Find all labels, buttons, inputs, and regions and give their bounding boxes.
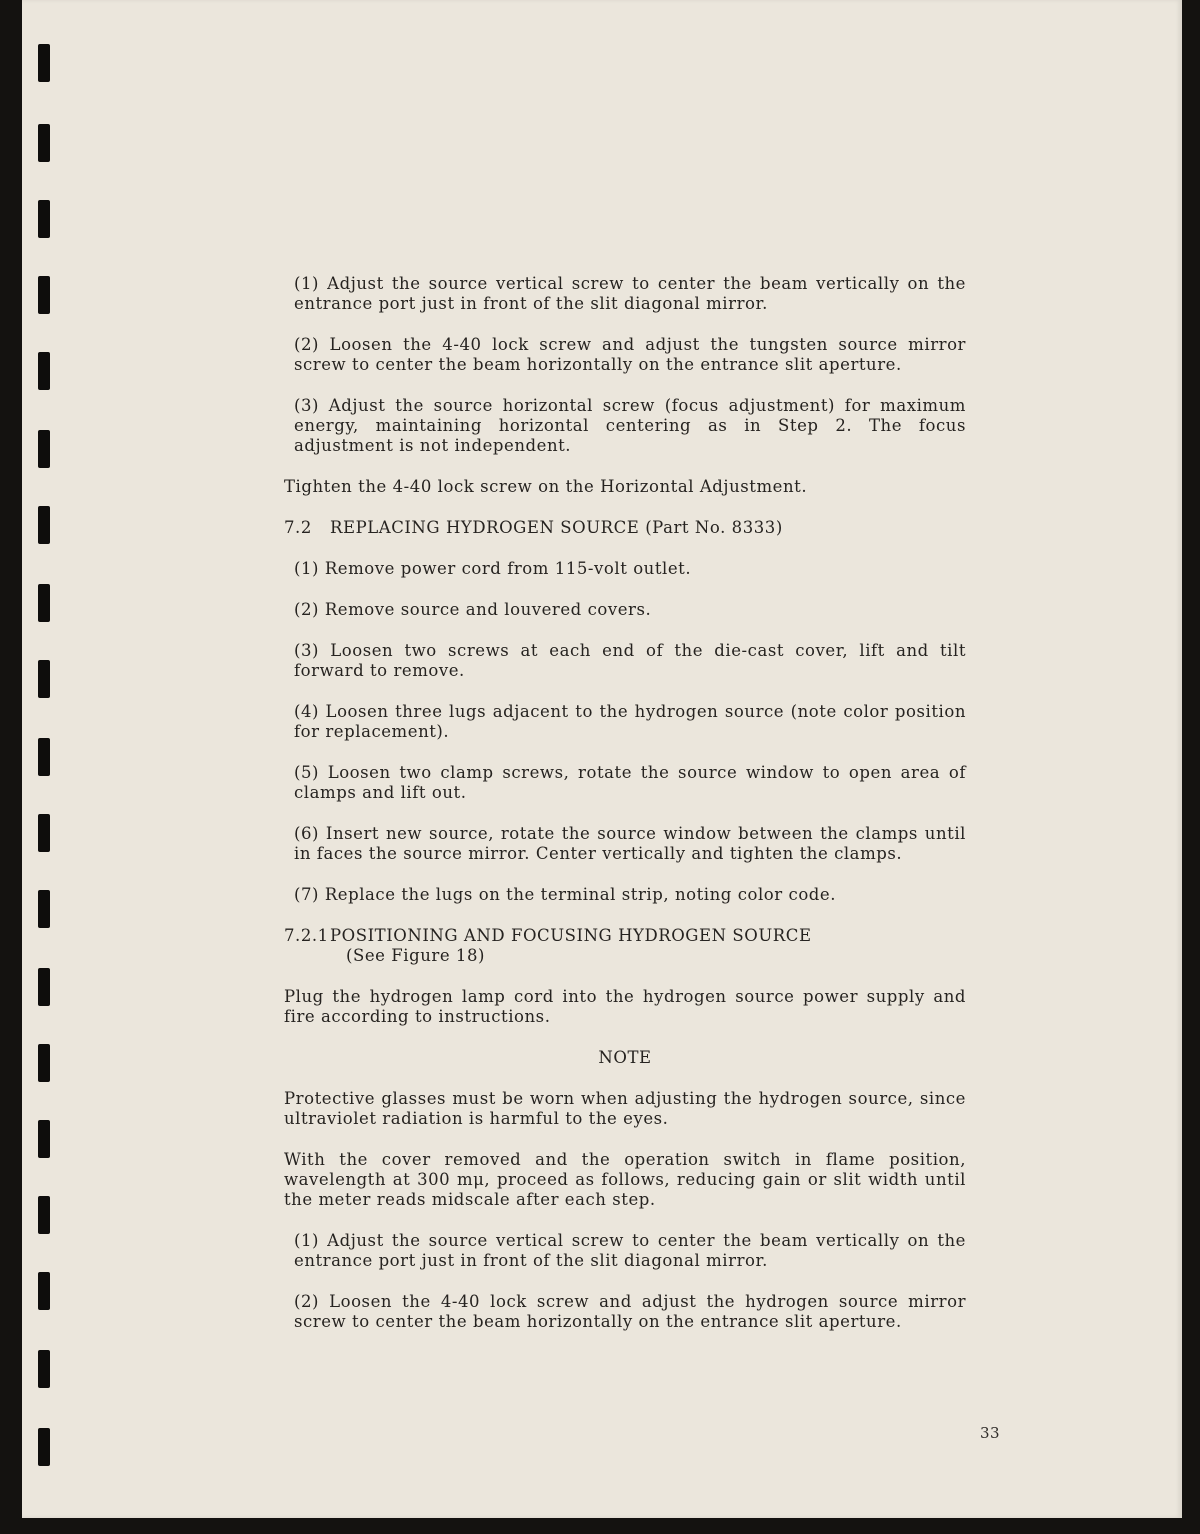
note-text: Protective glasses must be worn when adjusting the hydrogen source, since ultraviolet radiation is harmful to the eyes. (284, 1089, 966, 1128)
replace-step-4: (4) Loosen three lugs adjacent to the hydrogen source (note color position for replacement). (294, 702, 966, 741)
replace-step-1: (1) Remove power cord from 115-volt outlet. (294, 559, 692, 578)
binding-hole (38, 44, 50, 82)
binding-hole (38, 200, 50, 238)
binding-hole (38, 968, 50, 1006)
replace-step-7: (7) Replace the lugs on the terminal strip, noting color code. (294, 885, 837, 904)
binding-hole (38, 1044, 50, 1082)
page-number: 33 (980, 1424, 1001, 1442)
binding-hole (38, 814, 50, 852)
document-page (22, 0, 1182, 1518)
replace-step-5: (5) Loosen two clamp screws, rotate the source window to open area of clamps and lift out. (294, 763, 966, 802)
section-number: 7.2 (284, 518, 312, 537)
page-content (284, 274, 966, 1353)
tungsten-step-2: (2) Loosen the 4-40 lock screw and adjust the tungsten source mirror screw to center the beam horizontally on the entrance slit aperture. (294, 335, 966, 374)
section-title: REPLACING HYDROGEN SOURCE (Part No. 8333) (330, 518, 783, 537)
binding-hole (38, 124, 50, 162)
hydrogen-step-2: (2) Loosen the 4-40 lock screw and adjust the hydrogen source mirror screw to center the beam horizontally on the entrance slit aperture. (294, 1292, 966, 1331)
binding-hole (38, 1350, 50, 1388)
binding-hole (38, 584, 50, 622)
binding-hole (38, 352, 50, 390)
replace-step-6: (6) Insert new source, rotate the source window between the clamps until in faces the source mirror. Center vertically and tighten the clamps. (294, 824, 966, 863)
hydrogen-step-1: (1) Adjust the source vertical screw to center the beam vertically on the entrance port just in front of the slit diagonal mirror. (294, 1231, 966, 1270)
tungsten-step-1: (1) Adjust the source vertical screw to center the beam vertically on the entrance port just in front of the slit diagonal mirror. (294, 274, 966, 313)
binding-hole (38, 738, 50, 776)
binding-hole (38, 506, 50, 544)
plug-paragraph: Plug the hydrogen lamp cord into the hydrogen source power supply and fire according to instructions. (284, 987, 966, 1026)
section-7-2-1-heading (284, 926, 966, 966)
binding-hole (38, 1120, 50, 1158)
tungsten-step-3: (3) Adjust the source horizontal screw (focus adjustment) for maximum energy, maintaining horizontal centering as in Step 2. The focus adjustment is not independent. (294, 396, 966, 455)
note-title: NOTE (598, 1048, 652, 1067)
section-number: 7.2.1 (284, 926, 329, 945)
binding-hole (38, 276, 50, 314)
tighten-paragraph: Tighten the 4-40 lock screw on the Horizontal Adjustment. (284, 477, 808, 496)
binding-hole (38, 660, 50, 698)
cover-removed-paragraph: With the cover removed and the operation switch in flame position, wavelength at 300 mμ, proceed as follows, reducing gain or slit width until the meter reads midscale after each step. (284, 1150, 966, 1209)
replace-step-2: (2) Remove source and louvered covers. (294, 600, 652, 619)
section-subtitle: (See Figure 18) (346, 946, 486, 965)
binding-hole (38, 1272, 50, 1310)
binding-hole (38, 430, 50, 468)
spiral-binding (38, 0, 52, 1518)
binding-hole (38, 1196, 50, 1234)
section-title: POSITIONING AND FOCUSING HYDROGEN SOURCE (330, 926, 812, 945)
binding-hole (38, 1428, 50, 1466)
replace-step-3: (3) Loosen two screws at each end of the die-cast cover, lift and tilt forward to remove. (294, 641, 966, 680)
section-7-2-heading (284, 518, 966, 538)
binding-hole (38, 890, 50, 928)
